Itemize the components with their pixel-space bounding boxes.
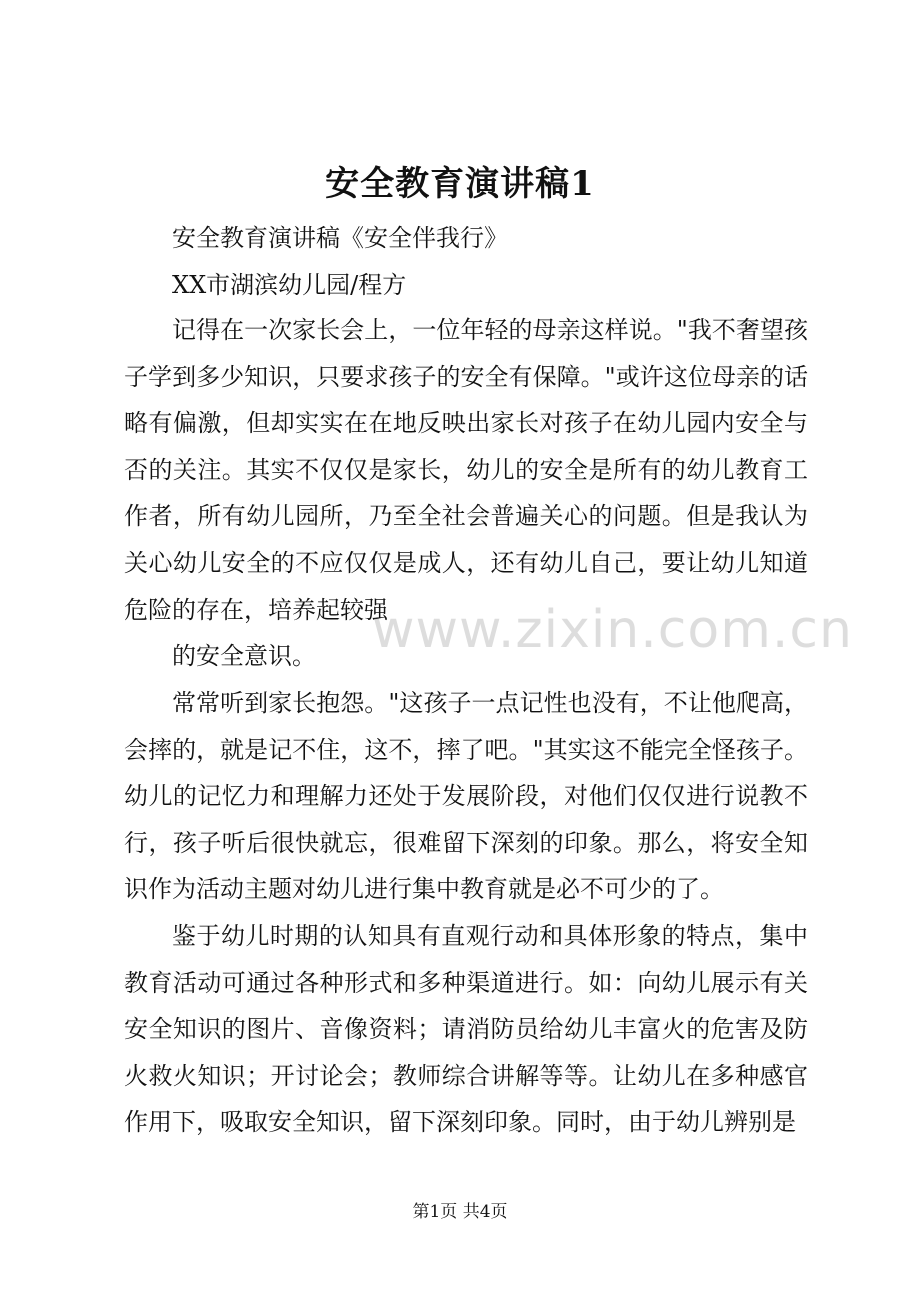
author-line: XX市湖滨幼儿园/程方 <box>172 271 407 299</box>
paragraph-4: 鉴于幼儿时期的认知具有直观行动和具体形象的特点，集中教育活动可通过各种形式和多种渠道进行。如：向幼儿展示有关安全知识的图片、音像资料；请消防员给幼儿丰富火的危害及防火救火知识；开讨论会；教师综合讲解等等。让幼儿在多种感官作用下，吸取安全知识，留下深刻印象。同时，由于幼儿辨别是 <box>124 922 808 1137</box>
paragraph-3: 常常听到家长抱怨。"这孩子一点记性也没有，不让他爬高，会摔的，就是记不住，这不，摔了吧。"其实这不能完全怪孩子。幼儿的记忆力和理解力还处于发展阶段，对他们仅仅进行说教不行，孩子听后很快就忘，很难留下深刻的印象。那么，将安全知识作为活动主题对幼儿进行集中教育就是必不可少的了。 <box>124 689 808 904</box>
paragraph-1: 记得在一次家长会上，一位年轻的母亲这样说。"我不奢望孩子学到多少知识，只要求孩子的安全有保障。"或许这位母亲的话略有偏激，但却实实在在地反映出家长对孩子在幼儿园内安全与否的关注。其实不仅仅是家长，幼儿的安全是所有的幼儿教育工作者，所有幼儿园所，乃至全社会普遍关心的问题。但是我认为关心幼儿安全的不应仅仅是成人，还有幼儿自己，要让幼儿知道危险的存在，培养起较强 <box>124 316 808 624</box>
speech-subtitle: 安全教育演讲稿《安全伴我行》 <box>172 224 508 252</box>
paragraph-2: 的安全意识。 <box>172 642 316 670</box>
watermark: www.zixin.com.cn <box>372 600 853 660</box>
document-title: 安全教育演讲稿1 <box>325 164 595 204</box>
page-indicator: 第1页 共4页 <box>412 1202 508 1222</box>
